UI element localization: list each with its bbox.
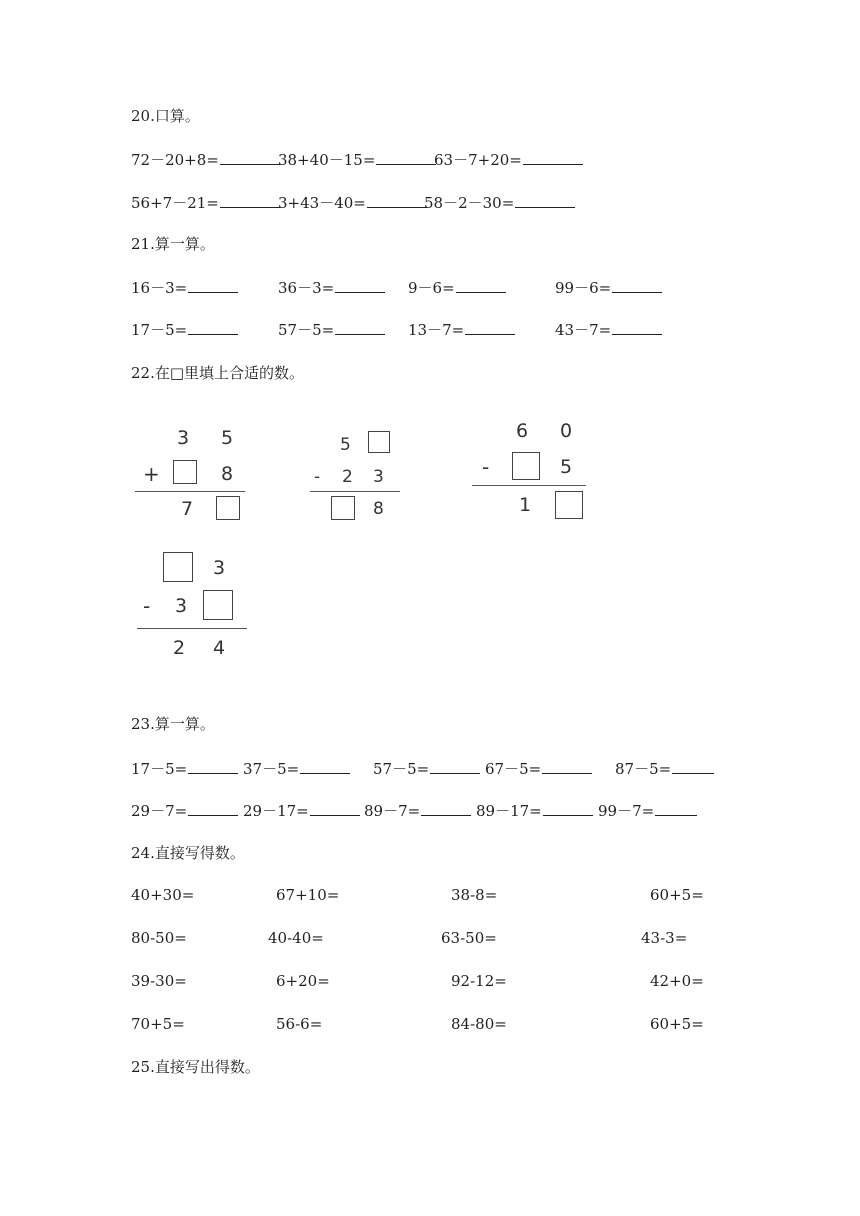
divider-line	[137, 628, 247, 629]
minus-sign: -	[143, 594, 151, 618]
q20-item: 56+7－21=	[131, 193, 280, 212]
q23-item: 29－7=	[131, 801, 238, 820]
q23-item: 87－5=	[615, 759, 714, 778]
q24-item: 38-8=	[451, 886, 498, 904]
q24-item: 43-3=	[641, 929, 688, 947]
answer-blank[interactable]	[465, 320, 515, 335]
answer-box[interactable]	[173, 460, 197, 484]
digit: 3	[373, 467, 384, 487]
q23-item: 99－7=	[598, 801, 697, 820]
answer-blank[interactable]	[335, 278, 385, 293]
q20-item: 58－2－30=	[424, 193, 575, 212]
q21-title: 21.算一算。	[131, 235, 215, 253]
q21-item: 9－6=	[408, 278, 506, 297]
digit: 3	[175, 595, 188, 617]
answer-blank[interactable]	[335, 320, 385, 335]
q24-item: 70+5=	[131, 1015, 185, 1033]
q24-item: 60+5=	[650, 1015, 704, 1033]
q21-item: 13－7=	[408, 320, 515, 339]
q24-item: 40-40=	[268, 929, 324, 947]
q23-item: 57－5=	[373, 759, 480, 778]
answer-box[interactable]	[331, 496, 355, 520]
plus-sign: +	[143, 462, 160, 486]
q24-item: 39-30=	[131, 972, 187, 990]
answer-blank[interactable]	[430, 759, 480, 774]
q23-item: 89－7=	[364, 801, 471, 820]
digit: 4	[213, 637, 226, 659]
answer-box[interactable]	[512, 452, 540, 480]
answer-blank[interactable]	[220, 150, 280, 165]
q21-item: 36－3=	[278, 278, 385, 297]
vertical-subtraction-3	[472, 415, 592, 525]
answer-blank[interactable]	[612, 278, 662, 293]
q24-item: 80-50=	[131, 929, 187, 947]
digit: 3	[213, 557, 226, 579]
digit: 2	[342, 467, 353, 487]
q24-item: 60+5=	[650, 886, 704, 904]
q23-item: 89－17=	[476, 801, 593, 820]
divider-line	[472, 485, 586, 486]
answer-blank[interactable]	[188, 278, 238, 293]
vertical-subtraction-4	[137, 548, 252, 663]
digit: 0	[560, 420, 573, 442]
q20-item: 72－20+8=	[131, 150, 280, 169]
q20-item: 63－7+20=	[434, 150, 583, 169]
answer-blank[interactable]	[612, 320, 662, 335]
answer-blank[interactable]	[515, 193, 575, 208]
q23-item: 29－17=	[243, 801, 360, 820]
q21-item: 17－5=	[131, 320, 238, 339]
answer-box[interactable]	[163, 552, 193, 582]
q24-item: 92-12=	[451, 972, 507, 990]
q24-item: 42+0=	[650, 972, 704, 990]
q25-title: 25.直接写出得数。	[131, 1058, 260, 1076]
q20-item: 38+40－15=	[278, 150, 436, 169]
answer-blank[interactable]	[376, 150, 436, 165]
q24-item: 84-80=	[451, 1015, 507, 1033]
digit: 5	[560, 456, 573, 478]
answer-box[interactable]	[368, 431, 390, 453]
divider-line	[310, 491, 400, 492]
answer-blank[interactable]	[672, 759, 714, 774]
answer-blank[interactable]	[421, 801, 471, 816]
digit: 2	[173, 637, 186, 659]
answer-blank[interactable]	[300, 759, 350, 774]
divider-line	[135, 491, 245, 492]
vertical-addition-1	[135, 420, 250, 525]
q23-item: 67－5=	[485, 759, 592, 778]
answer-blank[interactable]	[188, 320, 238, 335]
q24-item: 56-6=	[276, 1015, 323, 1033]
answer-blank[interactable]	[542, 759, 592, 774]
q24-item: 40+30=	[131, 886, 195, 904]
digit: 5	[340, 435, 351, 455]
answer-blank[interactable]	[188, 759, 238, 774]
minus-sign: -	[314, 467, 321, 487]
q23-item: 37－5=	[243, 759, 350, 778]
digit: 3	[177, 427, 190, 449]
q21-item: 99－6=	[555, 278, 662, 297]
answer-blank[interactable]	[367, 193, 427, 208]
digit: 8	[373, 499, 384, 519]
q24-item: 67+10=	[276, 886, 340, 904]
q21-item: 16－3=	[131, 278, 238, 297]
digit: 6	[516, 420, 529, 442]
answer-box[interactable]	[216, 496, 240, 520]
q20-title: 20.口算。	[131, 107, 200, 125]
answer-blank[interactable]	[188, 801, 238, 816]
digit: 7	[181, 498, 194, 520]
answer-blank[interactable]	[655, 801, 697, 816]
q23-title: 23.算一算。	[131, 715, 215, 733]
q21-item: 43－7=	[555, 320, 662, 339]
digit: 1	[519, 494, 532, 516]
digit: 8	[221, 463, 234, 485]
vertical-subtraction-2	[310, 425, 405, 525]
q24-item: 63-50=	[441, 929, 497, 947]
q22-title: 22.在□里填上合适的数。	[131, 364, 305, 382]
answer-blank[interactable]	[310, 801, 360, 816]
answer-blank[interactable]	[523, 150, 583, 165]
answer-blank[interactable]	[543, 801, 593, 816]
q24-title: 24.直接写得数。	[131, 844, 245, 862]
digit: 5	[221, 427, 234, 449]
q23-item: 17－5=	[131, 759, 238, 778]
q21-item: 57－5=	[278, 320, 385, 339]
answer-box[interactable]	[203, 590, 233, 620]
answer-box[interactable]	[555, 491, 583, 519]
answer-blank[interactable]	[456, 278, 506, 293]
q24-item: 6+20=	[276, 972, 330, 990]
q20-item: 3+43－40=	[278, 193, 427, 212]
minus-sign: -	[482, 455, 490, 479]
answer-blank[interactable]	[220, 193, 280, 208]
